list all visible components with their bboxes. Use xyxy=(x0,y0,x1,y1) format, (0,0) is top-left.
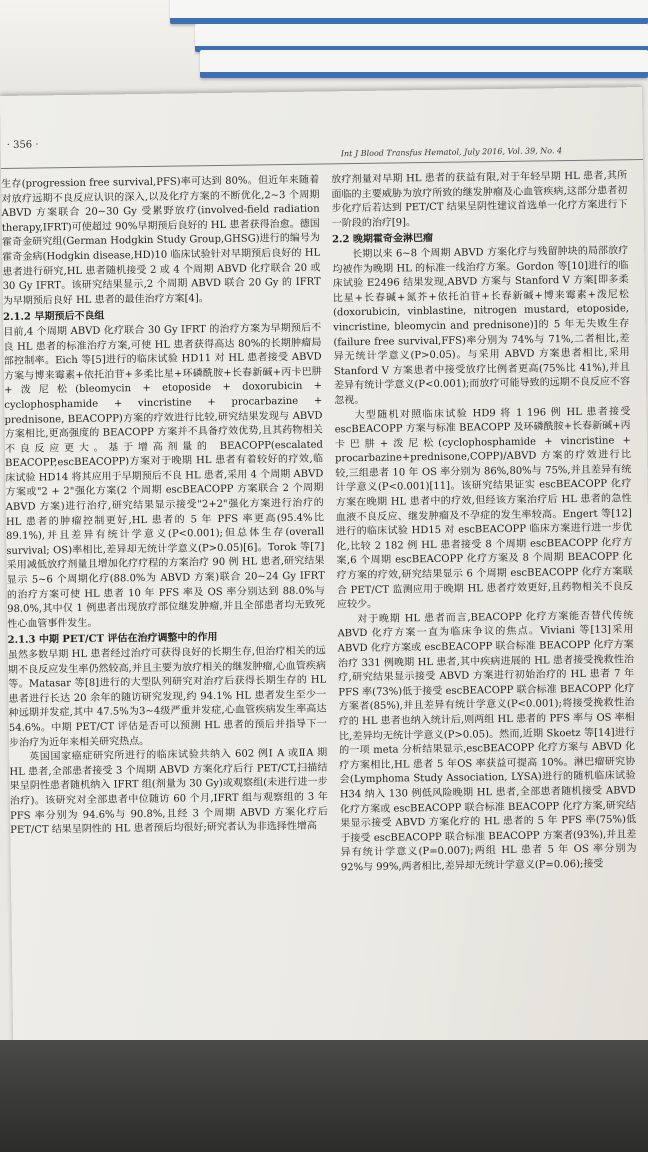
right-column xyxy=(331,169,637,876)
paragraph: 大型随机对照临床试验 HD9 将 1 196 例 HL 患者接受 escBEACOPP 方案与标准 BEACOPP 及环磷酰胺+长春新碱+丙卡巴肼+泼尼松(cyclophosphamide + vincristine + procarbazine+prednisone,COPP)/ABVD 方案的疗效进行比较,三组患者 10 年 OS 率分别为 86%,80%与 75%,并且差异有统计学意义(P<0.001)[11]。该研究结果证实 escBEACOPP 化疗方案在晚期 HL 患者中的疗效,但经该方案治疗后 HL 患者的急性血液不良反应、继发肿瘤及不孕症的发生率较高。Engert 等[12]进行的临床试验 HD15 对 escBEACOPP 临床方案进行进一步优化,比较 2 182 例 HL 患者接受 8 个周期 escBEACOPP 化疗方案,6 个周期 escBEACOPP 化疗方案及 8 个周期 BEACOPP 化疗方案的疗效,研究结果显示 6 个周期 escBEACOPP 化疗方案联合 PET/CT 监测应用于晚期 HL 患者疗效更好,且药物相关不良反应较少。 xyxy=(334,405,633,611)
section-heading: 2.1.3 中期 PET/CT 评估在治疗调整中的作用 xyxy=(7,632,218,647)
left-column xyxy=(1,174,328,839)
binder-1 xyxy=(170,0,648,24)
section-heading: 2.1.2 早期预后不良组 xyxy=(3,310,105,324)
binder-3 xyxy=(200,50,648,78)
running-head: Int J Blood Transfus Hematol, July 2016, Vol. 39, No. 4 xyxy=(340,146,563,159)
background-binders xyxy=(0,0,648,100)
paragraph: 目前,4 个周期 ABVD 化疗联合 30 Gy IFRT 的治疗方案为早期预后不良 HL 患者的标准治疗方案,可使 HL 患者获得高达 80%的长期肿瘤局部控制率。Eich 等[5]进行的临床试验 HD11 对 HL 患者接受 ABVD 方案与博来霉素+依托泊苷+多柔比星+环磷酰胺+长春新碱+丙卡巴肼+泼尼松(bleomycin + etoposide + doxorubicin + cyclophosphamide + vincristine + procarbazine + prednisone, BEACOPP)方案的疗效进行比较,研究结果发现与 ABVD 方案相比,更高强度的 BEACOPP 方案并不具备疗效优势,且其药物相关不良反应更大。基于增高剂量的 BEACOPP(escalated BEACOPP,escBEACOPP)方案对于晚期 HL 患者有着较好的疗效,临床试验 HD14 将其应用于早期预后不良 HL 患者,采用 4 个周期 ABVD 方案或"2 + 2"强化方案(2 个周期 escBEACOPP 方案联合 2 个周期 ABVD 方案)进行治疗,研究结果显示接受"2+2"强化方案进行治疗的 HL 患者的肿瘤控制更好,HL 患者的 5 年 PFS 率更高(95.4%比 89.1%),并且差异有统计学意义(P<0.001);但总体生存(overall survival; OS)率相比,差异却无统计学意义(P>0.05)[6]。Torok 等[7]采用减低放疗剂量且增加化疗疗程的方案治疗 90 例 HL 患者,研究结果显示 5~6 个周期化疗(88.0%为 ABVD 方案)联合 20~24 Gy IFRT 的治疗方案可使 HL 患者 10 年 PFS 率及 OS 率分别达到 88.0%与 98.0%,其中仅 1 例患者出现放疗部位继发肿瘤,并且全部患者均无致死性心血管事件发生。 xyxy=(3,322,326,630)
binder-2 xyxy=(195,24,648,52)
paragraph: 英国国家癌症研究所进行的临床试验共纳入 602 例Ⅰ A 或ⅡA 期 HL 患者,全部患者接受 3 个周期 ABVD 方案化疗后行 PET/CT,扫描结果呈阴性患者随机纳入 IFRT 组(剂量为 30 Gy)或观察组(未进行进一步治疗)。该研究对全部患者中位随访 60 个月,IFRT 组与观察组的 3 年 PFS 率分别为 94.6%与 90.8%,且经 3 个周期 ABVD 方案化疗后 PET/CT 结果呈阴性的 HL 患者预后均很好;研究者认为非选择性增高 xyxy=(9,747,329,837)
section-heading: 2.2 晚期霍奇金淋巴瘤 xyxy=(331,233,434,246)
paragraph: 长期以来 6~8 个周期 ABVD 方案化疗与残留肿块的局部放疗均被作为晚期 HL 的标准一线治疗方案。Gordon 等[10]进行的临床试验 E2496 结果发现,ABVD 方案与 Stanford V 方案[即多柔比星+长春碱+氮芥+依托泊苷+长春新碱+博来霉素+泼尼松(doxorubicin, vinblastine, nitrogen mustard, etoposide, vincristine, bleomycin and prednisone)]的 5 年无失败生存(failure free survival,FFS)率分别为 74%与 71%,二者相比,差异无统计学意义(P>0.05)。与采用 ABVD 方案患者相比,采用 Stanford V 方案患者中接受放疗比例者更高(75%比 41%),并且差异有统计学意义(P<0.001);而放疗可能导致的远期不良反应不容忽视。 xyxy=(332,245,631,407)
paragraph: 对于晚期 HL 患者而言,BEACOPP 化疗方案能否替代传统 ABVD 化疗方案一直为临床争议的焦点。Viviani 等[13]采用 ABVD 化疗方案或 escBEACOPP 联合标准 BEACOPP 化疗方案治疗 331 例晚期 HL 患者,其中疾病进展的 HL 患者接受挽救性治疗,研究结果显示接受 ABVD 方案进行初始治疗的 HL 患者 7 年 PFS 率(73%)低于接受 escBEACOPP 联合标准 BEACOPP 化疗方案者(85%),并且差异有统计学意义(P<0.001);将接受挽救性治疗的 HL 患者也纳入统计后,则两组 HL 患者的 PFS 率与 OS 率相比,差异均无统计学意义(P>0.05)。然而,近期 Skoetz 等[14]进行的一项 meta 分析结果显示,escBEACOPP 化疗方案与 ABVD 化疗方案相比,HL 患者 5 年OS 率获益可提高 10%。淋巴瘤研究协会(Lymphoma Study Association, LYSA)进行的随机临床试验 H34 纳入 130 例低风险晚期 HL 患者,全部患者随机接受 ABVD 化疗方案或 escBEACOPP 联合标准 BEACOPP 化疗方案,研究结果显示接受 ABVD 方案化疗的 HL 患者的 5 年 PFS 率(75%)低于接受 escBEACOPP 联合标准 BEACOPP 方案者(93%),并且差异有统计学意义(P=0.007);两组 HL 患者 5 年 OS 率分别为 92%与 99%,两者相比,差异却无统计学意义(P=0.06);接受 xyxy=(337,610,637,874)
desk-shadow xyxy=(0,1040,648,1152)
paragraph: 生存(progression free survival,PFS)率可达到 80%。但近年来随着对放疗远期不良反应认识的深入,以及化疗方案的不断优化,2~3 个周期 ABVD 方案联合 20~30 Gy 受累野放疗(involved-field radiation therapy,IFRT)可使超过 90%早期预后良好的 HL 患者获得治愈。德国霍奇金研究组(German Hodgkin Study Group,GHSG)进行的编号为霍奇金病(Hodgkin disease,HD)10 临床试验针对早期预后良好的 HL 患者进行研究,HL 患者随机接受 2 或 4 个周期 ABVD 化疗联合 20 或 30 Gy IFRT。该研究结果显示,2 个周期 ABVD 联合 20 Gy 的 IFRT 为早期预后良好 HL 患者的最佳治疗方案[4]。 xyxy=(1,174,321,307)
paragraph: 虽然多数早期 HL 患者经过治疗可获得良好的长期生存,但治疗相关的远期不良反应发生率仍然较高,并且主要为放疗相关的继发肿瘤,心血管疾病等。Matasar 等[8]进行的大型队列研究对治疗后获得长期生存的 HL 患者进行长达 20 余年的随访研究发现,约 94.1% HL 患者发生至少一种远期并发症,其中 47.5%为3~4级严重并发症,心血管疾病发生率高达 54.6%。中期 PET/CT 评估是否可以预测 HL 患者的预后并指导下一步治疗为近年来相关研究热点。 xyxy=(7,645,327,749)
paragraph: 放疗剂量对早期 HL 患者的获益有限,对于年轻早期 HL 患者,其所面临的主要威胁为放疗所致的继发肿瘤及心血管疾病,这部分患者初步化疗后若达到 PET/CT 结果呈阴性建议首选单一化疗方案进行下一阶段的治疗[9]。 xyxy=(331,170,628,230)
header-rule xyxy=(1,159,643,169)
journal-page xyxy=(0,87,648,1096)
page-number: · 356 · xyxy=(6,139,39,151)
